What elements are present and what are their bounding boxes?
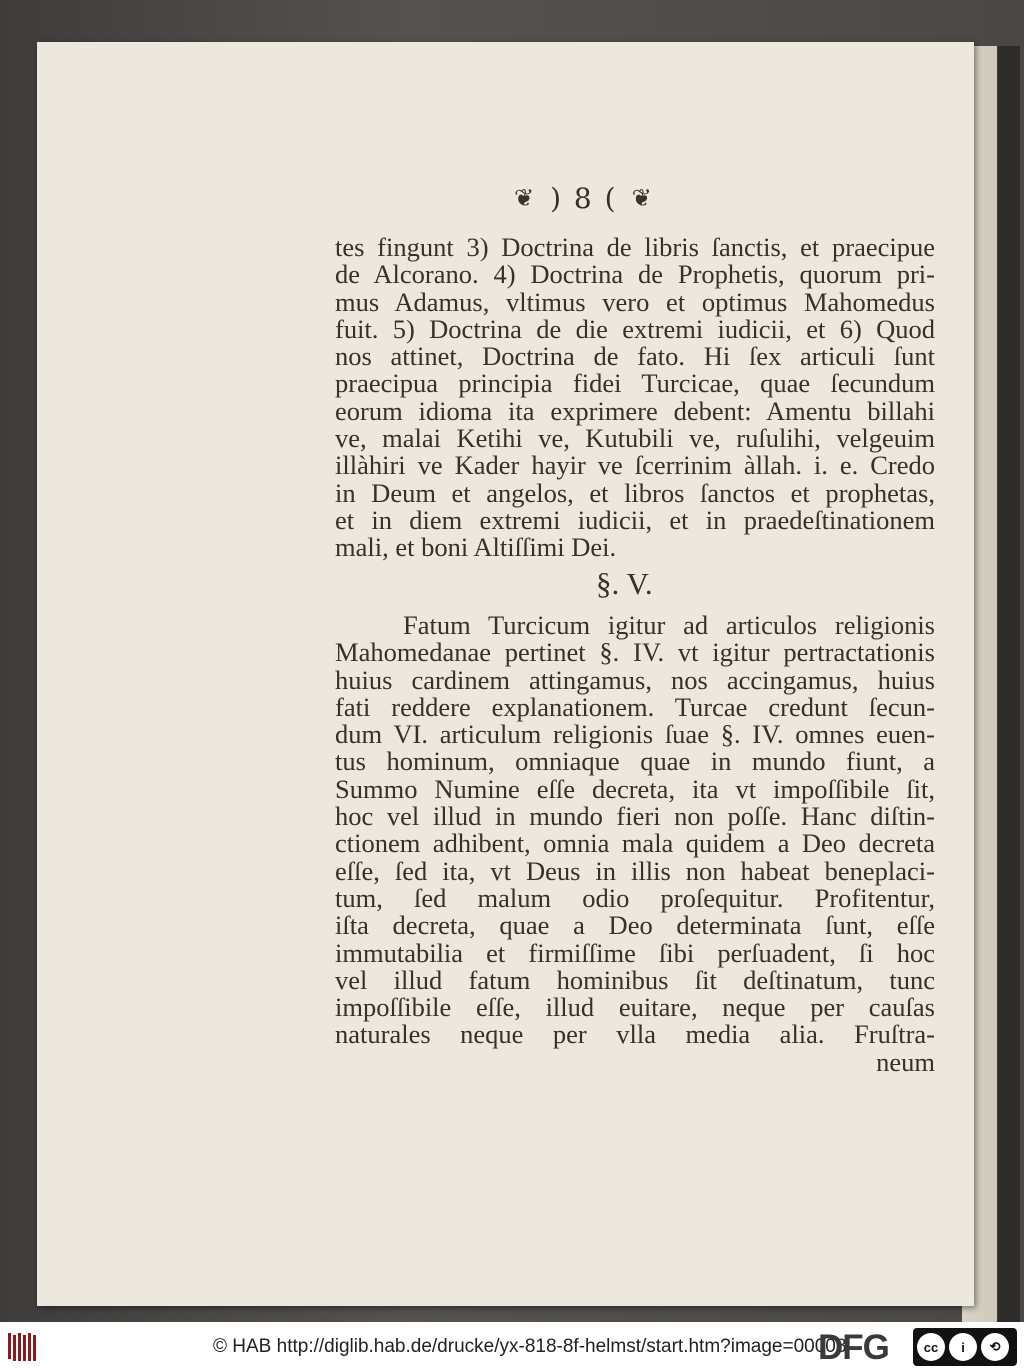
hab-logo-icon[interactable] [8,1333,38,1361]
by-icon: i [949,1333,977,1361]
text-line: eſſe, ſed ita, vt Deus in illis non habeat beneplaci- [335,855,935,886]
text-line: illàhiri ve Kader hayir ve ſcerrinim àllah. i. e. Credo [335,450,935,481]
text-line: mus Adamus, vltimus vero et optimus Mahomedus [335,286,935,317]
text-line: ve, malai Ketihi ve, Kutubili ve, ruſulihi, velgeuim [335,423,935,454]
page-header [500,176,760,220]
viewer-footer [0,1322,1024,1371]
ornament-right-icon: ❦ [631,184,654,212]
text-line: vel illud fatum hominibus ſit deſtinatum, tunc [335,964,935,995]
text-line: in Deum et angelos, et libros ſanctos et prophetas, [335,477,935,508]
sa-icon: ⟲ [981,1333,1009,1361]
text-line: Summo Numine eſſe decreta, ita vt impoſſibile ſit, [335,773,935,804]
text-line: tum, ſed malum odio proſequitur. Profitentur, [335,882,935,913]
text-line: fati reddere explanationem. Turcae credunt ſecun- [335,691,935,722]
text-line: Mahomedanae pertinet §. IV. vt igitur pertractationis [335,637,935,668]
text-line: tus hominum, omniaque quae in mundo fiunt, a [335,746,935,777]
text-line: praecipua principia fidei Turcicae, quae ſecundum [335,368,935,399]
dfg-logo[interactable]: DFG [818,1328,889,1367]
cc-icon: cc [917,1333,945,1361]
text-line: fuit. 5) Doctrina de die extremi iudicii, et 6) Quod [335,313,935,344]
catchword: neum [876,1046,935,1077]
cc-license-badge[interactable] [913,1328,1017,1366]
text-line: huius cardinem attingamus, nos accingamus, huius [335,664,935,695]
text-line: hoc vel illud in mundo fieri non poſſe. Hanc diſtin- [335,801,935,832]
text-line: ctionem adhibent, omnia mala quidem a Deo decreta [335,828,935,859]
copyright-link[interactable]: © HAB http://diglib.hab.de/drucke/yx-818-8f-helmst/start.htm?image=00008 [213,1336,847,1357]
text-line: eorum idioma ita exprimere debent: Amentu billahi [335,395,935,426]
section-heading: §. V. [596,566,653,601]
text-line: dum VI. articulum religionis ſuae §. IV. omnes euen- [335,719,935,750]
text-line: mali, et boni Altiſſimi Dei. [335,532,617,563]
text-line: iſta decreta, quae a Deo determinata ſunt, eſſe [335,910,935,941]
text-line: naturales neque per vlla media alia. Fruſtra- [335,1019,935,1050]
ornament-left-icon: ❦ [514,184,537,212]
text-line: tes fingunt 3) Doctrina de libris ſanctis, et praecipue [335,232,935,262]
text-line: et in diem extremi iudicii, et in praedeſtinationem [335,504,935,535]
paragraph-continuation [335,234,935,562]
paragraph-section-v [335,612,935,1076]
text-line: de Alcorano. 4) Doctrina de Prophetis, quorum pri- [335,259,935,290]
page-number: ) 8 ( [550,181,618,215]
text-line: nos attinet, Doctrina de fato. Hi ſex articuli ſunt [335,341,935,372]
text-line: Fatum Turcicum igitur ad articulos religionis [403,610,935,640]
text-line: impoſſibile eſſe, illud euitare, neque per cauſas [335,992,935,1023]
text-line: immutabilia et firmiſſime ſibi perſuadent, ſi hoc [335,937,935,968]
